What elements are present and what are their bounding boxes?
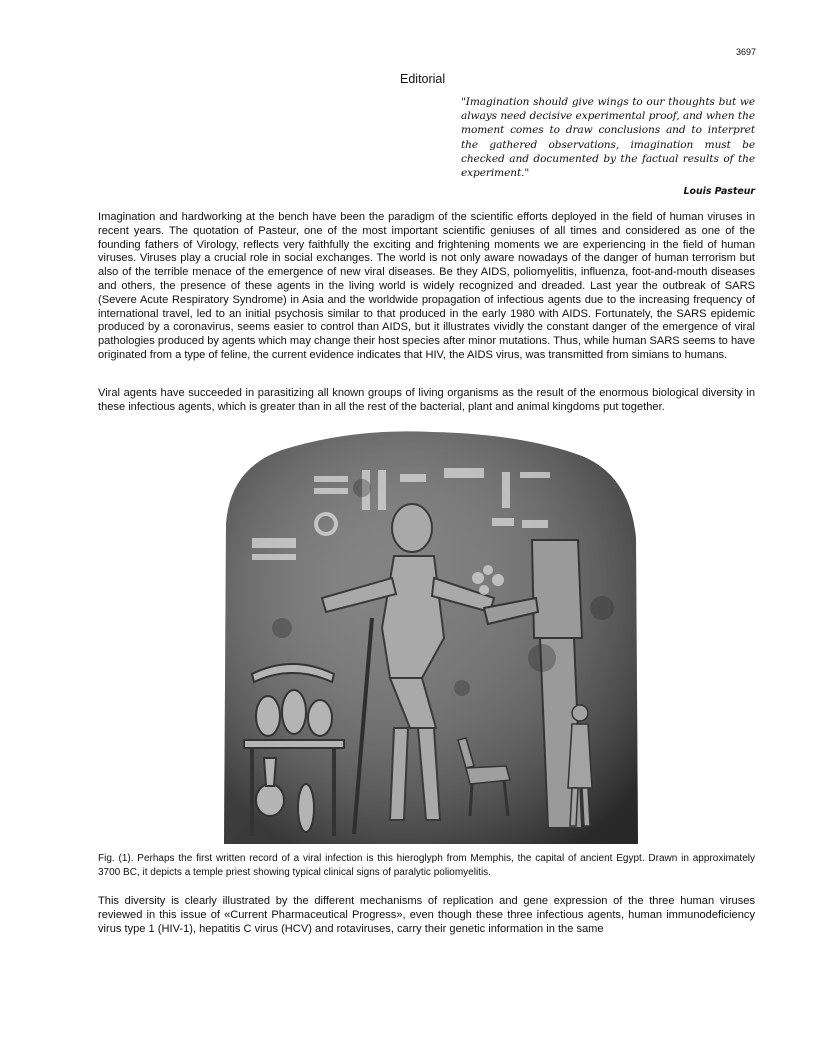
epigraph-quote: "Imagination should give wings to our thoughts but we always need decisive experimental proof, and when the moment comes to draw conclusions and to interpret the gathered observations, imagination must be checked and documented by the factual results of the experiment." (461, 96, 755, 180)
body-paragraph: Viral agents have succeeded in parasitizing all known groups of living organisms as the result of the enormous biological diversity in these infectious agents, which is greater than in all the rest of the bacterial, plant and animal kingdoms put together. (98, 387, 755, 413)
figure-caption: Fig. (1). Perhaps the first written record of a viral infection is this hieroglyph from Memphis, the capital of ancient Egypt. Drawn in approximately 3700 BC, it depicts a temple priest showing typical clinical signs of paralytic poliomyelitis. (98, 853, 755, 878)
section-title: Editorial (400, 72, 446, 86)
epigraph-author: Louis Pasteur (683, 186, 755, 197)
body-paragraph: This diversity is clearly illustrated by the different mechanisms of replication and gene expression of the three human viruses reviewed in this issue of «Current Pharmaceutical Progress», even though these three infectious agents, human immunodeficiency virus type 1 (HIV-1), hepatitis C virus (HCV) and rotaviruses, carry their genetic information in the same (98, 895, 755, 935)
body-paragraph: Imagination and hardworking at the bench have been the paradigm of the scientific efforts deployed in the field of human viruses in recent years. The quotation of Pasteur, one of the most important scientific geniuses of all times and considered as one of the founding fathers of Virology, reflects very faithfully the exciting and frightening moments we are experiencing in the field of human viruses. Viruses play a crucial role in social exchanges. The world is not only aware nowadays of the danger of human terrorism but also of the terrible menace of the emergence of new viral diseases. Be they AIDS, poliomyelitis, influenza, foot-and-mouth diseases and others, the presence of these agents in the living world is widely recognized and dreaded. Last year the outbreak of SARS (Severe Acute Respiratory Syndrome) in Asia and the worldwide propagation of infectious agents due to the increasing frequency of international travel, led to an initial psychosis similar to that produced in the early 1980 with AIDS. Fortunately, the SARS epidemic produced by a coronavirus, seems easier to control than AIDS, but it illustrates vividly the constant danger of the emergence of viral pathologies produced by agents which may change their host species after minor mutations. Thus, while human SARS seems to have originated from a type of feline, the current evidence indicates that HIV, the AIDS virus, was transmitted from simians to humans. (98, 211, 755, 361)
stele-figure-image (222, 428, 640, 848)
page-number: 3697 (736, 47, 757, 57)
